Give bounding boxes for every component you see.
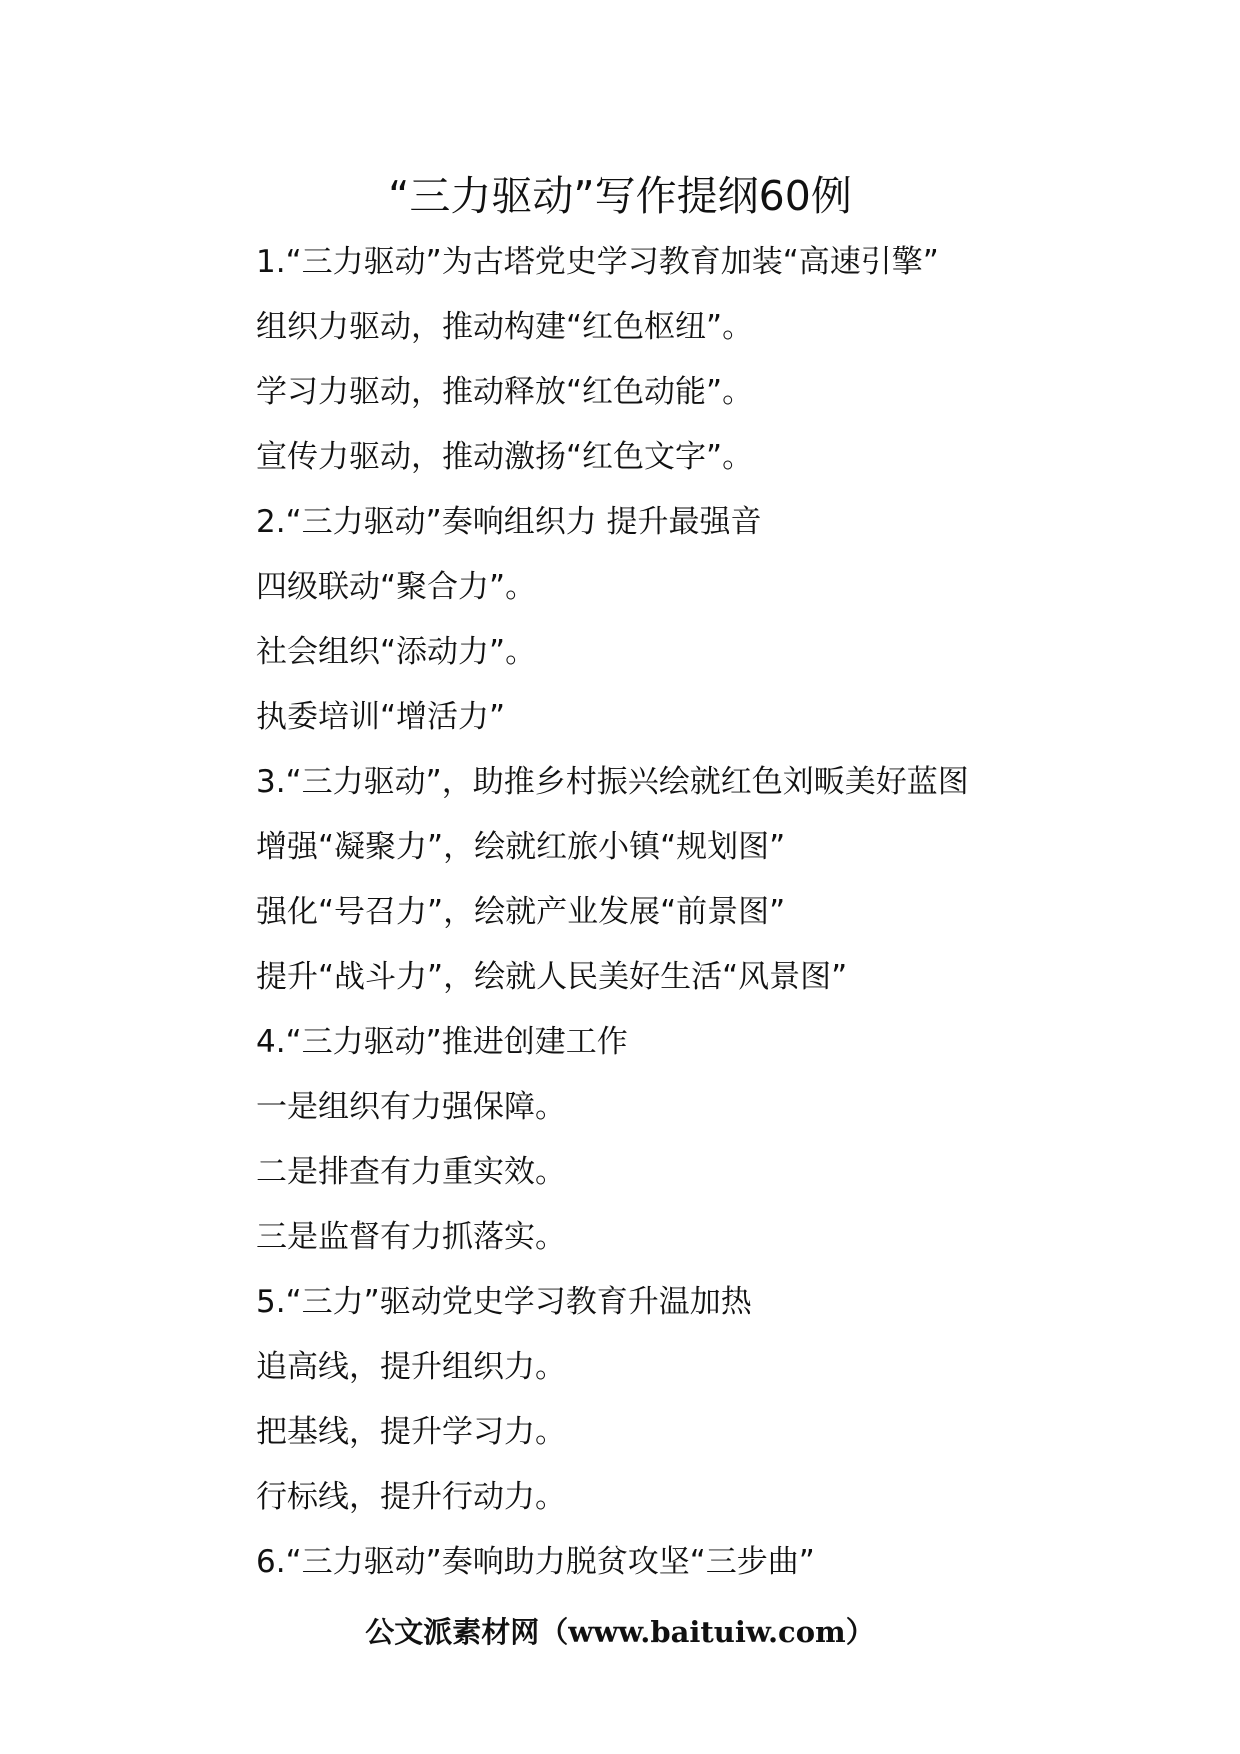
outline-item: 三是监督有力抓落实。 (256, 1219, 566, 1255)
outline-item: 执委培训“增活力” (256, 699, 506, 735)
outline-item: 二是排查有力重实效。 (256, 1154, 566, 1190)
outline-item: 行标线，提升行动力。 (256, 1479, 566, 1515)
outline-item: 宣传力驱动，推动激扬“红色文字”。 (256, 439, 754, 475)
outline-heading: 1.“三力驱动”为古塔党史学习教育加装“高速引擎” (256, 244, 939, 280)
outline-heading: 4.“三力驱动”推进创建工作 (256, 1024, 628, 1060)
outline-heading: 5.“三力”驱动党史学习教育升温加热 (256, 1284, 752, 1320)
outline-item: 追高线，提升组织力。 (256, 1349, 566, 1385)
outline-item: 学习力驱动，推动释放“红色动能”。 (256, 374, 754, 410)
outline-item: 社会组织“添动力”。 (256, 634, 537, 670)
document-body (256, 230, 1156, 1595)
outline-item: 四级联动“聚合力”。 (256, 569, 537, 605)
outline-item: 一是组织有力强保障。 (256, 1089, 566, 1125)
document-footer: 公文派素材网（www.baituiw.com） (365, 1615, 875, 1649)
outline-heading: 2.“三力驱动”奏响组织力 提升最强音 (256, 504, 762, 540)
outline-item: 组织力驱动，推动构建“红色枢纽”。 (256, 309, 754, 345)
outline-heading: 3.“三力驱动”，助推乡村振兴绘就红色刘畈美好蓝图 (256, 764, 969, 800)
outline-item: 强化“号召力”，绘就产业发展“前景图” (256, 894, 786, 930)
outline-item: 提升“战斗力”，绘就人民美好生活“风景图” (256, 959, 848, 995)
outline-item: 增强“凝聚力”，绘就红旅小镇“规划图” (256, 829, 786, 865)
outline-heading: 6.“三力驱动”奏响助力脱贫攻坚“三步曲” (256, 1544, 815, 1580)
document-title: “三力驱动”写作提纲60例 (388, 172, 852, 220)
outline-item: 把基线，提升学习力。 (256, 1414, 566, 1450)
